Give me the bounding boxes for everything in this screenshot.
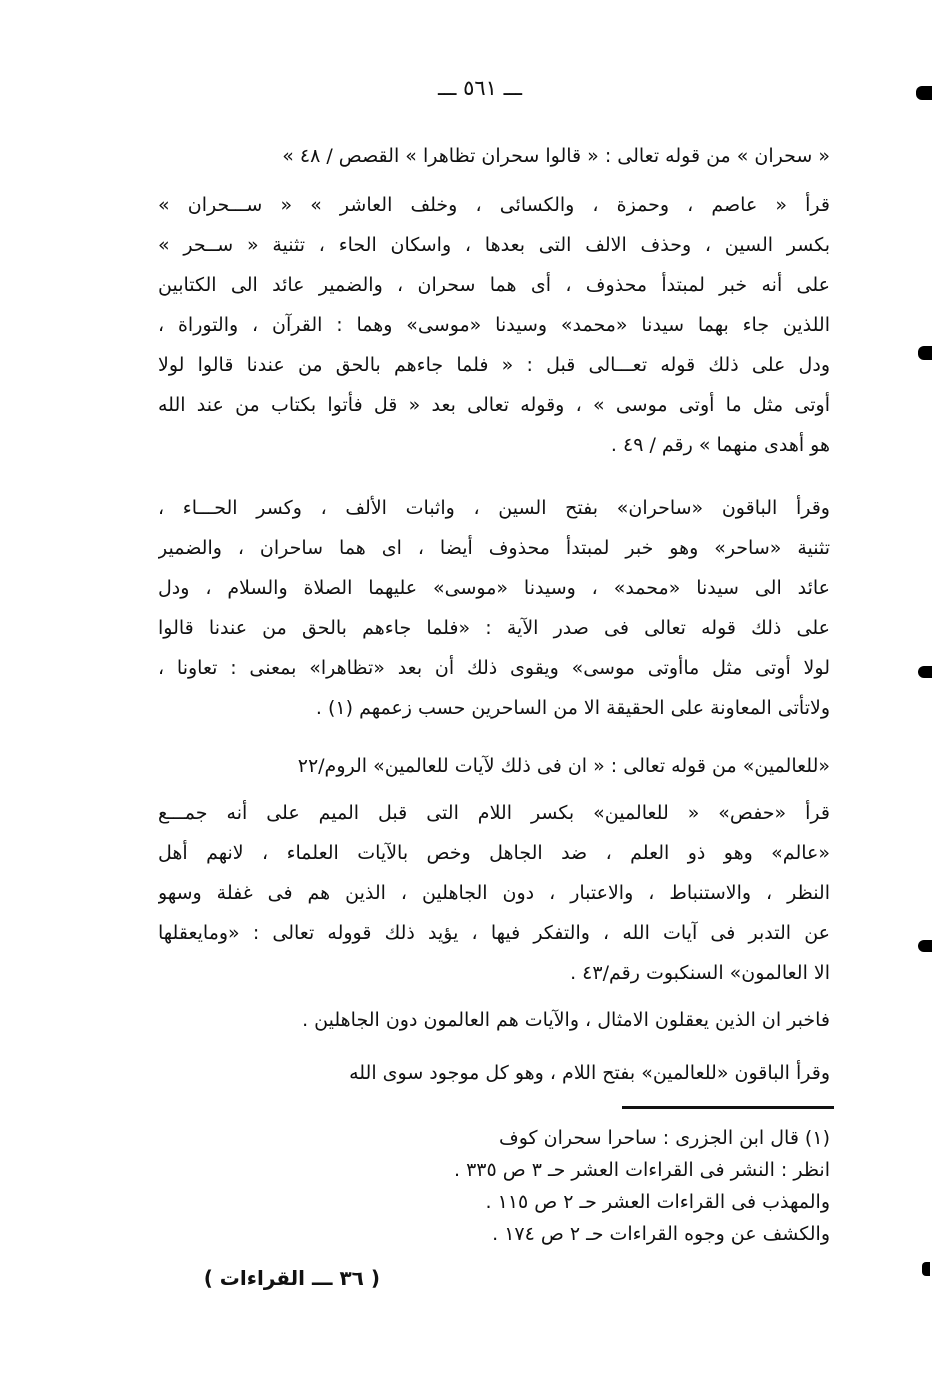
scan-mark — [922, 1262, 930, 1276]
text-line: قرأ «حفص» « للعالمين» بكسر اللام التى قبل الميم على أنه جمـــع — [158, 802, 830, 824]
text-line: «عالم» وهو ذو العلم ، ضد الجاهل وخص بالآيات العلماء ، لانهم أهل — [158, 842, 830, 864]
text-line: عن التدبر فى آيات الله ، والتفكر فيها ، يؤيد ذلك قووله تعالى : «ومايعقلها — [158, 922, 830, 944]
paragraph-qiraat-sahiran — [158, 488, 830, 728]
text-line: عائد الى سيدنا «محمد» ، وسيدنا «موسى» عليهما الصلاة والسلام ، ودل — [158, 577, 830, 599]
text-line: « سحران » من قوله تعالى : « قالوا سحران تظاهرا » القصص / ٤٨ » — [282, 145, 830, 167]
verse-heading-lilalimin — [158, 746, 830, 786]
page-footer: ( ٣٦ ـــ القراءات ) — [203, 1266, 380, 1290]
page-number: ـــ ٥٦١ ـــ — [437, 76, 523, 100]
scan-mark — [918, 346, 932, 360]
text-line: وقرأ الباقون «ساحران» بفتح السين ، واثبات الألف ، وكسر الحـــاء ، — [158, 497, 830, 519]
text-line: ودل على ذلك قوله تعـــالى قبل : « فلما جاءهم بالحق من عندنا قالوا لولا — [158, 354, 830, 376]
scan-mark — [918, 940, 932, 952]
text-line: الا العالمون» السنكبوت رقم/٤٣ . — [570, 962, 830, 984]
footnote-line: والكشف عن وجوه القراءات حـ ٢ ص ١٧٤ . — [492, 1223, 830, 1245]
text-line: أوتى مثل ما أوتى موسى » ، وقوله تعالى بعد « قل فأتوا بكتاب من عند الله — [158, 394, 830, 416]
scan-mark — [918, 666, 932, 678]
text-line: فاخبر ان الذين يعقلون الامثال ، والآيات هم العالمون دون الجاهلين . — [302, 1009, 830, 1031]
text-line: اللذين جاء بهما سيدنا «محمد» وسيدنا «موسى» وهما : القرآن ، والتوراة ، — [158, 314, 830, 336]
text-line: بكسر السين ، وحذف الالف التى بعدها ، واسكان الحاء ، تثنية « ســحر » — [158, 234, 830, 256]
text-line: «للعالمين» من قوله تعالى : « ان فى ذلك لآيات للعالمين» الروم/٢٢ — [297, 755, 830, 777]
paragraph-qiraat-hafs — [158, 793, 830, 993]
text-line: النظر ، والاستنباط ، والاعتبار ، دون الجاهلين ، الذين هم فى غفلة وسهو — [158, 882, 830, 904]
text-line: على أنه خبر لمبتدأ محذوف ، أى هما سحران ، والضمير عائد الى الكتابين — [158, 274, 830, 296]
verse-heading-sahran — [158, 136, 830, 176]
text-line: وقرأ الباقون «للعالمين» بفتح اللام ، وهو كل موجود سوى الله — [349, 1062, 830, 1084]
footnote-line: والمهذب فى القراءات العشر حـ ٢ ص ١١٥ . — [485, 1191, 830, 1213]
footnote-divider — [622, 1106, 834, 1109]
text-line: تثنية «ساحر» وهو خبر لمبتدأ محذوف أيضا ، اى هما ساحران ، والضمير — [158, 537, 830, 559]
footnote-line: (١) قال ابن الجزرى : ساحرا سحران كوف — [499, 1127, 830, 1149]
text-line: على ذلك قوله تعالى فى صدر الآية : «فلما جاءهم بالحق من عندنا قالوا — [158, 617, 830, 639]
paragraph-conclusion — [158, 1000, 830, 1040]
scan-mark — [916, 86, 932, 100]
text-line: لولا أوتى مثل ماأوتى موسى» ويقوى ذلك أن بعد «تظاهرا» بمعنى : تعاونا ، — [158, 657, 830, 679]
footnotes — [330, 1122, 830, 1250]
paragraph-qiraat-sahran — [158, 185, 830, 465]
footnote-line: انظر : النشر فى القراءات العشر حـ ٣ ص ٣٣٥ . — [454, 1159, 830, 1181]
text-line: ولاتأتى المعاونة على الحقيقة الا من الساحرين حسب زعمهم (١) . — [315, 697, 830, 719]
text-line: هو أهدى منهما » رقم / ٤٩ . — [610, 434, 830, 456]
paragraph-others — [158, 1053, 830, 1093]
text-line: قرأ « عاصم ، وحمزة ، والكسائى ، وخلف العاشر » « ســـحران » — [158, 194, 830, 216]
